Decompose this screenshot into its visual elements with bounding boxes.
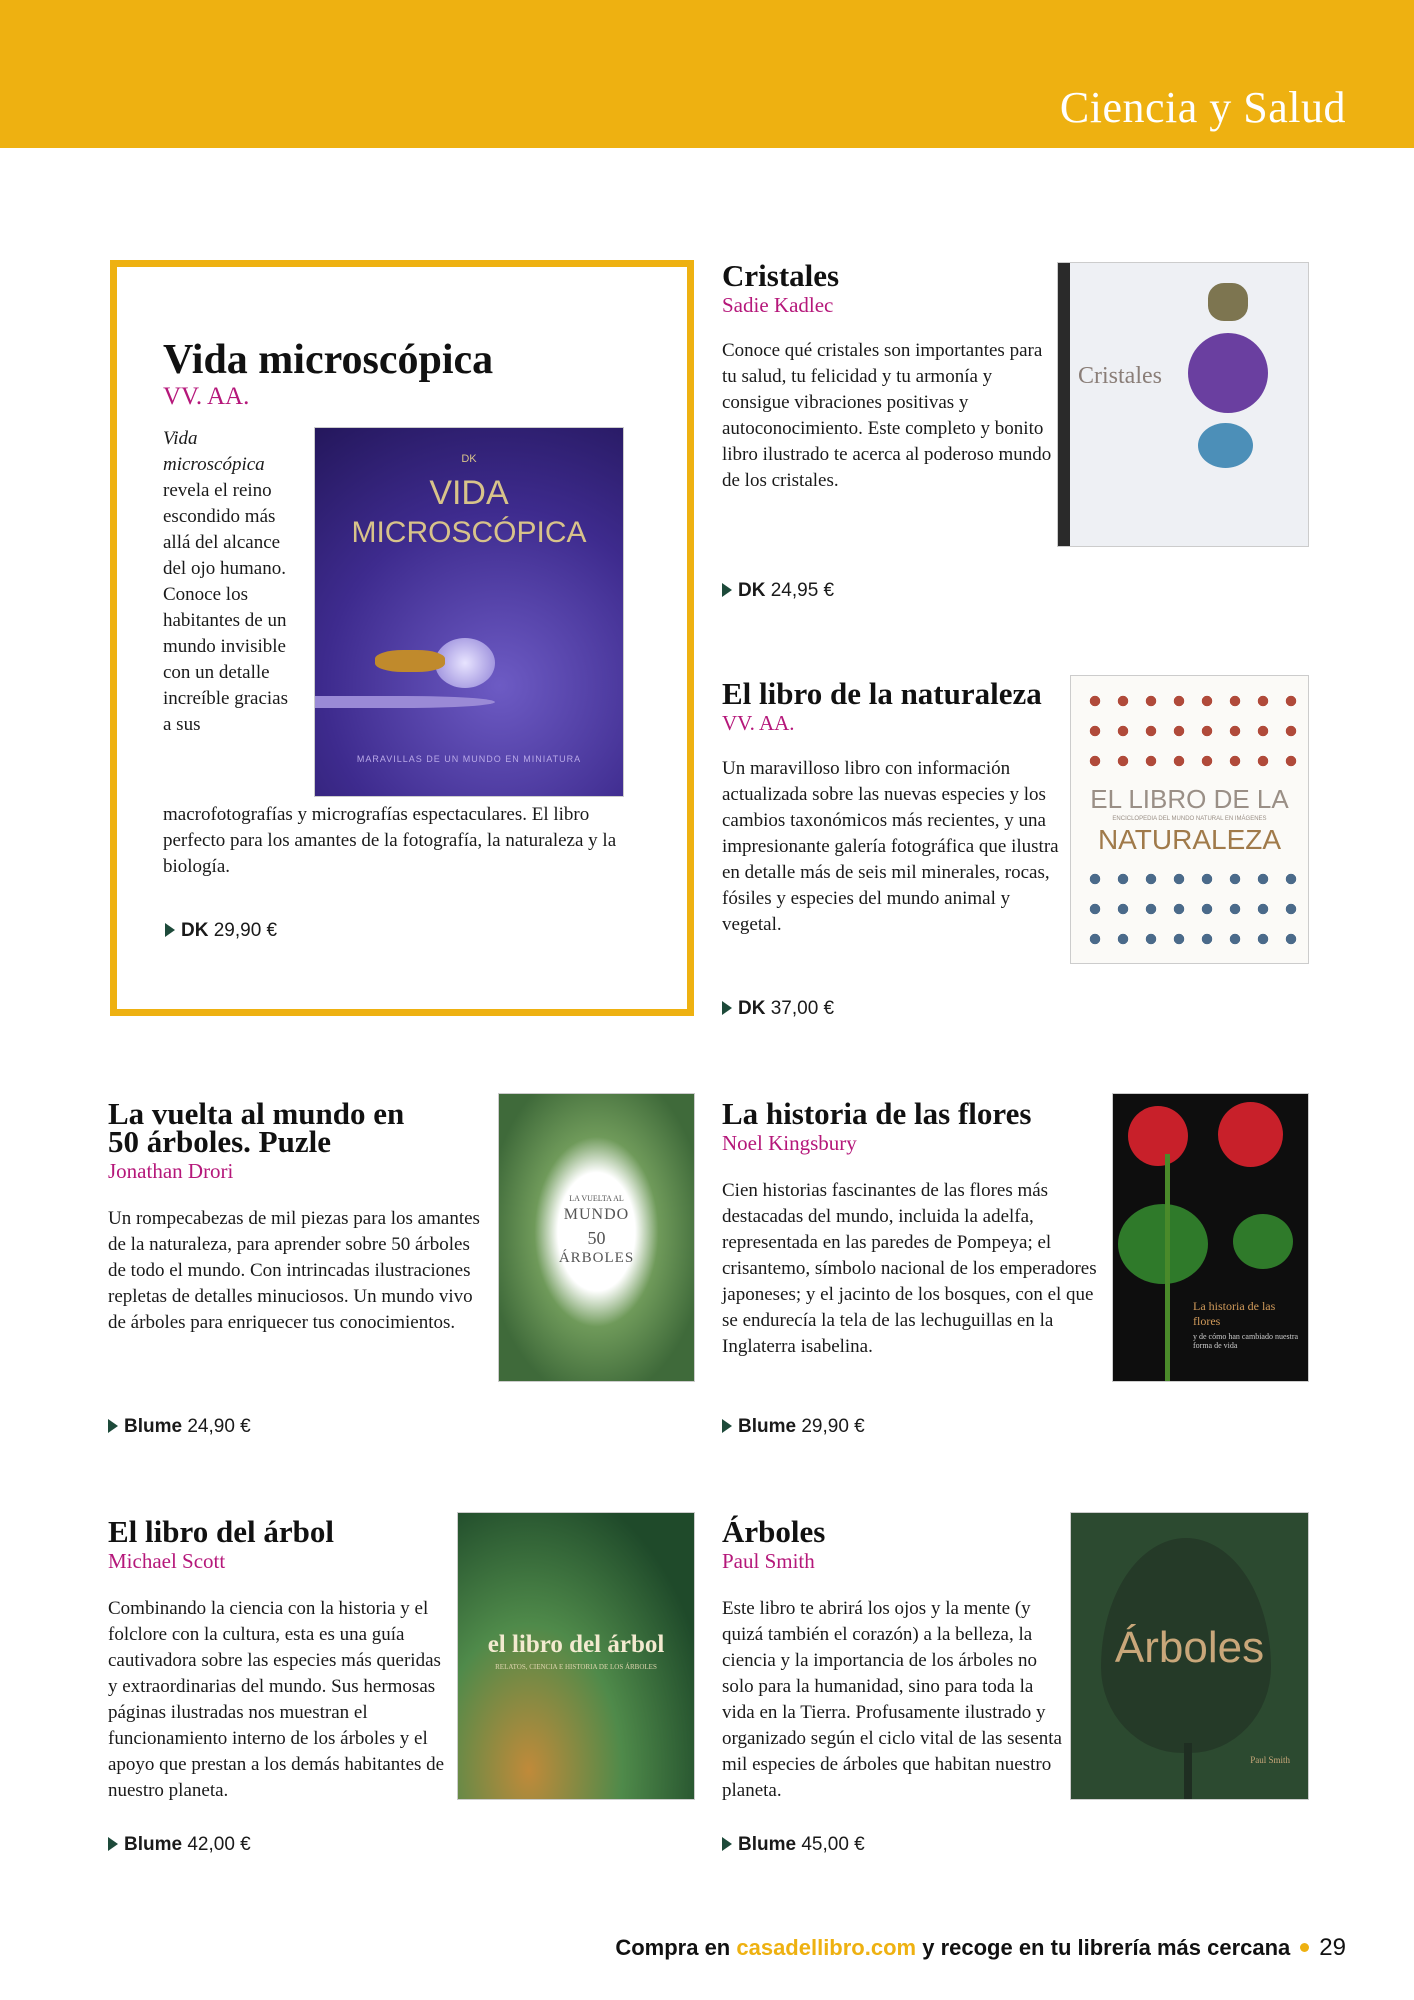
book-author[interactable]: VV. AA. — [163, 383, 250, 410]
bullet-icon — [1300, 1943, 1309, 1952]
arrow-icon — [722, 1419, 732, 1433]
book-price: DK 37,00 € — [722, 998, 834, 1020]
book-title: El libro del árbol — [108, 1514, 334, 1549]
book-description: DK VIDA MICROSCÓPICA MARAVILLAS DE UN MUNDO EN MINIATURA Vida microscópica revela el reino escondido más allá del alcance del ojo humano. Conoce los habitantes de un mundo invisible con un detalle increíble gracias a sus macrofotografías y micrografías espectaculares. El libro perfecto para los amantes de la fotografía, la naturaleza y la biología. — [163, 426, 623, 880]
arrow-icon — [722, 1001, 732, 1015]
arrow-icon — [722, 583, 732, 597]
book-cover[interactable]: LA VUELTA AL MUNDO 50 ÁRBOLES — [499, 1094, 694, 1381]
section-header — [0, 0, 1414, 148]
book-cover[interactable]: el libro del árbol RELATOS, CIENCIA E HISTORIA DE LOS ÁRBOLES — [458, 1513, 694, 1799]
book-title: Árboles — [722, 1514, 826, 1549]
book-title: La historia de las flores — [722, 1096, 1032, 1131]
book-author[interactable]: Jonathan Drori — [108, 1159, 234, 1183]
book-historia-flores — [722, 1096, 1097, 1360]
book-title: Cristales — [722, 258, 840, 293]
book-description: Combinando la ciencia con la historia y el folclore con la cultura, esta es una guía cautivadora sobre las especies más queridas y extraordinarias del mundo. Sus hermosas páginas ilustradas nos muestran el funcionamiento interno de los árboles y el apoyo que prestan a los demás habitantes de nuestro planeta. — [108, 1598, 445, 1801]
book-title: La vuelta al mundo en 50 árboles. Puzle — [108, 1096, 405, 1159]
book-description: Cien historias fascinantes de las flores más destacadas del mundo, incluida la adelfa, representada en las paredes de Pompeya; el crisantemo, símbolo nacional de los emperadores japoneses; y el jacinto de los bosques, con el que se endurecía la tela de las lechuguillas en la Inglaterra isabelina. — [722, 1180, 1097, 1357]
footer: Compra en casadellibro.com y recoge en tu librería más cercana 29 — [615, 1934, 1346, 1961]
book-libro-del-arbol — [108, 1514, 448, 1804]
book-author[interactable]: Sadie Kadlec — [722, 293, 834, 317]
book-vuelta-al-mundo — [108, 1096, 488, 1336]
book-author[interactable]: Michael Scott — [108, 1549, 226, 1573]
book-price: DK 29,90 € — [165, 920, 277, 942]
book-cover[interactable]: DK VIDA MICROSCÓPICA MARAVILLAS DE UN MUNDO EN MINIATURA — [315, 428, 623, 796]
book-description: Conoce qué cristales son importantes para tu salud, tu felicidad y tu armonía y consigue vibraciones positivas y autoconocimiento. Este completo y bonito libro ilustrado te acerca al poderoso mundo de los cristales. — [722, 340, 1052, 491]
arrow-icon — [108, 1419, 118, 1433]
book-author[interactable]: Paul Smith — [722, 1549, 815, 1573]
book-description: Un maravilloso libro con información actualizada sobre las nuevas especies y los cambios taxonómicos más recientes, y una impresionante galería fotográfica que ilustra en detalle más de seis mil minerales, rocas, fósiles y especies del mundo animal y vegetal. — [722, 758, 1059, 935]
book-price: Blume 24,90 € — [108, 1416, 251, 1438]
arrow-icon — [722, 1837, 732, 1851]
book-cover[interactable]: La historia de las flores y de cómo han cambiado nuestra forma de vida — [1113, 1094, 1308, 1381]
book-cover[interactable]: Cristales — [1058, 263, 1308, 546]
book-description: Un rompecabezas de mil piezas para los amantes de la naturaleza, para aprender sobre 50 árboles de todo el mundo. Con intrincadas ilustraciones repletas de detalles minuciosos. Un mundo vivo de árboles para enriquecer tus conocimientos. — [108, 1208, 480, 1333]
arrow-icon — [108, 1837, 118, 1851]
section-title: Ciencia y Salud — [1059, 83, 1346, 132]
book-cover[interactable]: EL LIBRO DE LA ENCICLOPEDIA DEL MUNDO NATURAL EN IMÁGENES NATURALEZA — [1071, 676, 1308, 963]
book-price: DK 24,95 € — [722, 580, 834, 602]
book-title: El libro de la naturaleza — [722, 676, 1042, 711]
book-vida-microscopica — [163, 337, 683, 880]
book-description: Este libro te abrirá los ojos y la mente (y quizá también el corazón) a la belleza, la ciencia y la importancia de los árboles no solo para la humanidad, sino para toda la vida en la Tierra. Profusamente ilustrado y organizado según el ciclo vital de las sesenta mil especies de árboles que habitan nuestro planeta. — [722, 1598, 1062, 1801]
book-author[interactable]: VV. AA. — [722, 711, 795, 735]
book-cover[interactable]: Árboles Paul Smith — [1071, 1513, 1308, 1799]
arrow-icon — [165, 923, 175, 937]
book-author[interactable]: Noel Kingsbury — [722, 1131, 857, 1155]
book-price: Blume 29,90 € — [722, 1416, 865, 1438]
book-price: Blume 42,00 € — [108, 1834, 251, 1856]
store-link[interactable]: casadellibro.com — [736, 1935, 917, 1960]
book-title: Vida microscópica — [163, 337, 494, 383]
book-arboles — [722, 1514, 1062, 1804]
page-number: 29 — [1319, 1934, 1346, 1961]
book-libro-naturaleza — [722, 676, 1062, 938]
book-cristales — [722, 258, 1057, 494]
book-price: Blume 45,00 € — [722, 1834, 865, 1856]
